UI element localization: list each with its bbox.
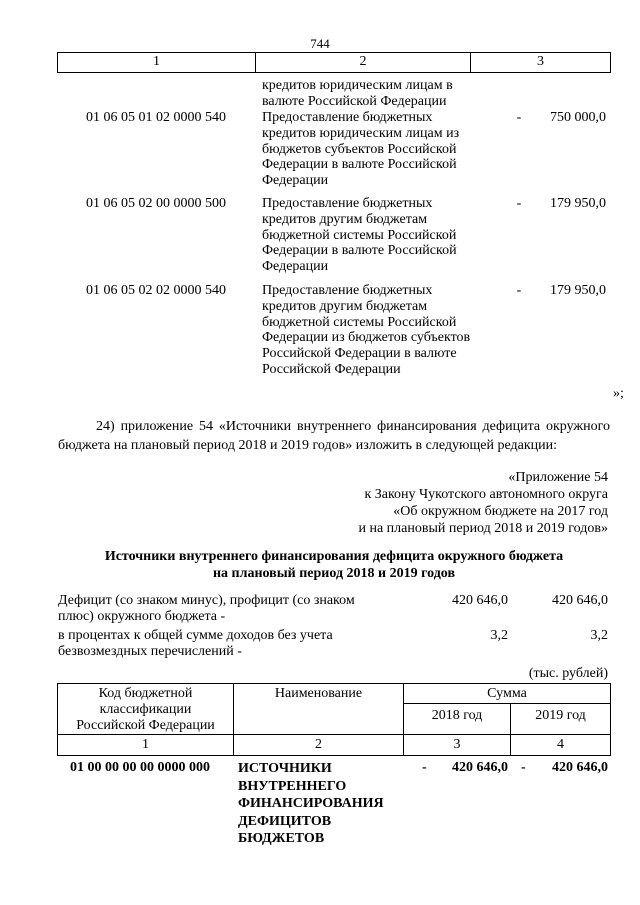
top-col-1-header: 1	[153, 54, 160, 69]
amendment-paragraph: 24) приложение 54 «Источники внутреннего финансирования дефицита окружного бюджета на плановый период 2018 и 2019 годов» изложить в следующей редакции:	[58, 419, 610, 453]
row-name	[238, 760, 384, 848]
row-code: 01 06 05 02 00 0000 500	[86, 196, 226, 211]
row-value-2019: 420 646,0	[552, 760, 608, 775]
closing-quote-mark: »;	[613, 386, 624, 401]
col-number-3: 3	[453, 737, 461, 752]
row-dash: -	[516, 110, 522, 125]
row-name: Предоставление бюджетных кредитов юридическим лицам из бюджетов субъектов Российской Федерации в валюте Российской Федерации	[262, 110, 460, 189]
row-name-line: ИСТОЧНИКИ	[238, 761, 332, 776]
continued-name-text: кредитов юридическим лицам в валюте Российской Федерации	[262, 78, 453, 109]
row-dash-2018: -	[422, 760, 427, 775]
row-name: Предоставление бюджетных кредитов другим бюджетам бюджетной системы Российской Федерации в валюте Российской Федерации	[262, 196, 457, 275]
row-dash: -	[516, 283, 522, 298]
row-code: 01 06 05 02 02 0000 540	[86, 283, 226, 298]
row-code: 01 00 00 00 00 0000 000	[70, 760, 210, 775]
row-amount: 179 950,0	[550, 196, 606, 211]
section-title-line-1: Источники внутреннего финансирования дефицита окружного бюджета	[104, 549, 564, 564]
summary-value-2018: 3,2	[490, 628, 508, 643]
row-dash: -	[516, 196, 522, 211]
appendix-line-3: «Об окружном бюджете на 2017 год	[393, 504, 608, 519]
col-code-header-line-1: Код бюджетной	[98, 686, 193, 701]
col-number-4: 4	[557, 737, 564, 752]
summary-value-2019: 3,2	[590, 628, 608, 643]
row-name-line: ФИНАНСИРОВАНИЯ	[238, 796, 384, 811]
summary-value-2019: 420 646,0	[552, 593, 608, 608]
summary-label-line-2: плюс) окружного бюджета -	[58, 609, 226, 624]
row-name: Предоставление бюджетных кредитов другим бюджетам бюджетной системы Российской Федерации из бюджетов субъектов Российской Федерации в валюте Российской Федерации	[262, 283, 471, 377]
col-number-2: 2	[315, 737, 322, 752]
summary-label-line-2: безвозмездных перечислений -	[58, 644, 242, 659]
top-col-3-header: 3	[537, 54, 544, 69]
row-amount: 179 950,0	[550, 283, 606, 298]
col-sum-header: Сумма	[487, 686, 527, 701]
appendix-line-2: к Закону Чукотского автономного округа	[364, 487, 608, 502]
top-col-2-header: 2	[359, 54, 367, 69]
page-number: 744	[310, 36, 330, 51]
summary-label-line-1: в процентах к общей сумме доходов без учета	[58, 628, 333, 643]
summary-label-line-1: Дефицит (со знаком минус), профицит (со знаком	[58, 593, 355, 608]
col-code-header-line-3: Российской Федерации	[76, 718, 215, 733]
row-dash-2019: -	[521, 760, 526, 775]
row-value-2018: 420 646,0	[452, 760, 508, 775]
row-name-line: БЮДЖЕТОВ	[238, 831, 325, 846]
col-2018-header: 2018 год	[431, 708, 483, 723]
appendix-line-1: «Приложение 54	[508, 470, 608, 485]
units-label: (тыс. рублей)	[528, 666, 608, 681]
col-code-header-line-2: классификации	[99, 702, 192, 717]
col-name-header: Наименование	[274, 686, 363, 701]
row-name-line: ДЕФИЦИТОВ	[238, 813, 332, 829]
row-amount: 750 000,0	[550, 110, 606, 125]
col-2019-header: 2019 год	[535, 708, 586, 723]
summary-value-2018: 420 646,0	[452, 593, 508, 608]
row-name-line: ВНУТРЕННЕГО	[238, 778, 347, 794]
appendix-line-4: и на плановый период 2018 и 2019 годов»	[358, 521, 608, 536]
section-title-line-2: на плановый период 2018 и 2019 годов	[212, 566, 456, 581]
row-code: 01 06 05 01 02 0000 540	[86, 110, 226, 125]
col-number-1: 1	[142, 737, 149, 752]
